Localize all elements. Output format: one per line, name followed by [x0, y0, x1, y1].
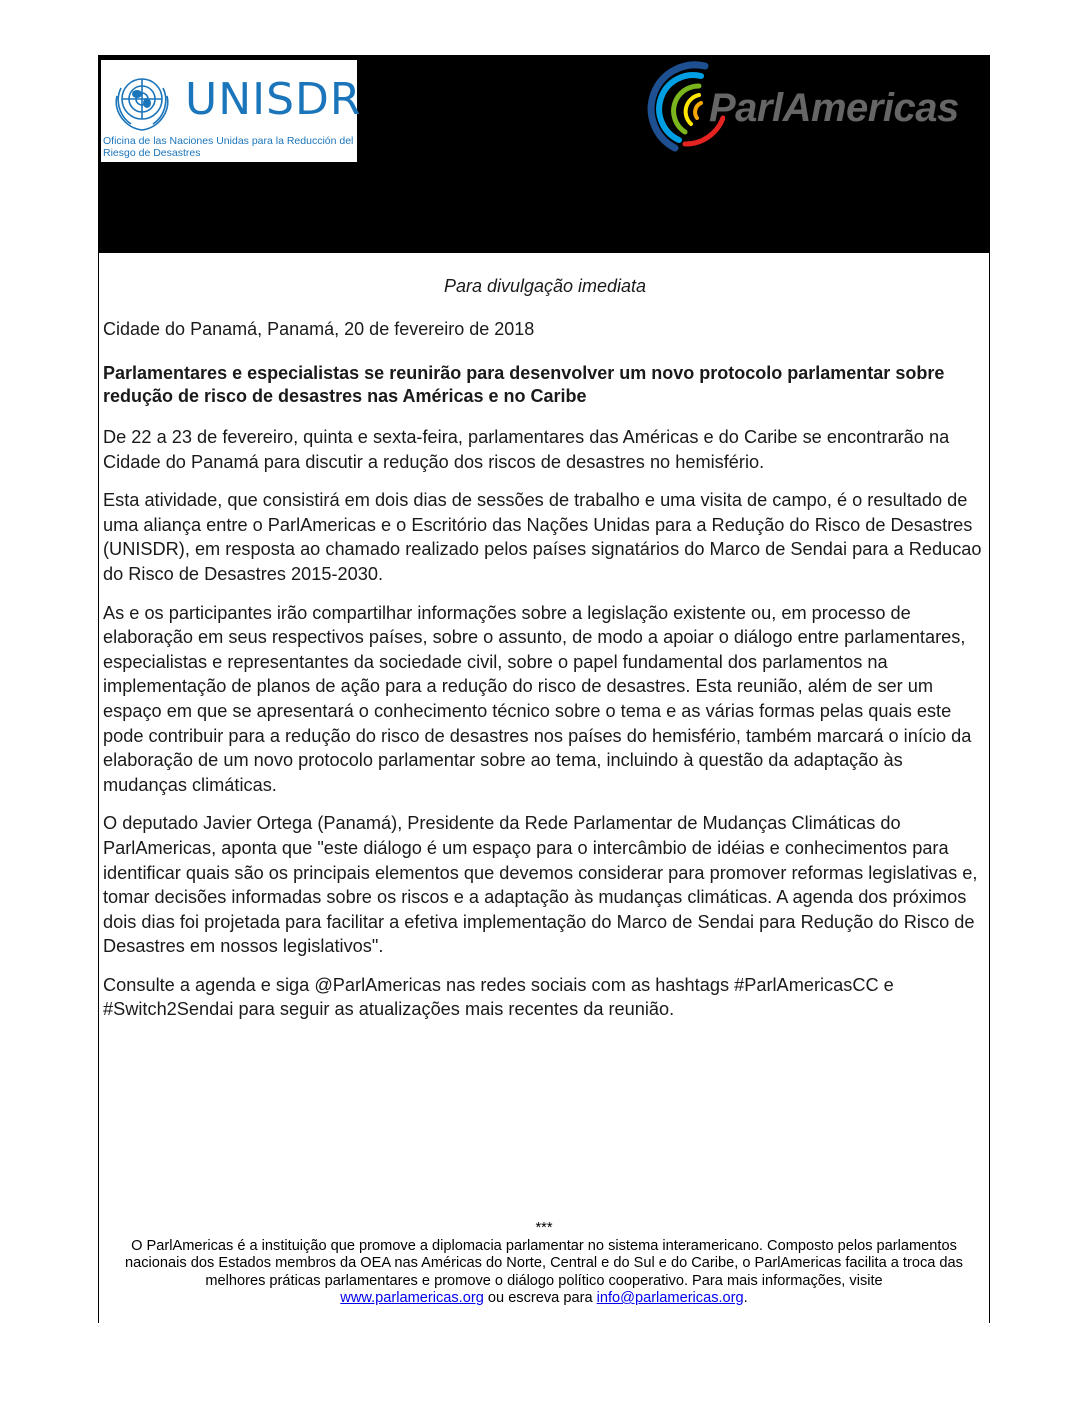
paragraph: As e os participantes irão compartilhar informações sobre a legislação existente ou, em processo de elaboração em seus respectivos países, sobre o assunto, de modo a apoiar o diálogo entre parlamentares, especialistas e representantes da sociedade civil, sobre o papel fundamental dos parlamentos na implementação de planos de ação para a redução do risco de desastres. Esta reunião, além de ser um espaço em que se apresentará o conhecimento técnico sobre o tema e as várias formas pelas quais este pode contribuir para a redução do risco de desastres nos países do hemisfério, também marcará o início da elaboração de um novo protocolo parlamentar sobre ao tema, incluindo à questão da adaptação às mudanças climáticas. [103, 602, 972, 795]
footer-end: . [743, 1290, 748, 1306]
paragraph: Consulte a agenda e siga @ParlAmericas nas redes sociais com as hashtags #ParlAmericasCC e #Switch2Sendai para seguir as atualizações mais recentes da reunião. [103, 974, 894, 1020]
un-emblem-icon [107, 66, 177, 136]
footer-text-block [100, 1238, 988, 1308]
parlamericas-name: ParlAmericas [709, 86, 959, 130]
unisdr-logo [101, 60, 362, 162]
footer [100, 1220, 988, 1308]
parlamericas-logo [645, 58, 985, 158]
email-link[interactable]: info@parlamericas.org [596, 1290, 744, 1306]
dateline: Cidade do Panamá, Panamá, 20 de fevereiro de 2018 [103, 319, 535, 339]
paragraph: Esta atividade, que consistirá em dois dias de sessões de trabalho e uma visita de campo, é o resultado de uma aliança entre o ParlAmericas e o Escritório das Nações Unidas para a Redução do Risco de Desastres (UNISDR), em resposta ao chamado realizado pelos países signatários do Marco de Sendai para a Reducao do Risco de Desastres 2015-2030. [103, 490, 982, 584]
footer-middle-text: ou escreva para [487, 1290, 593, 1306]
headline: Parlamentares e especialistas se reunirão para desenvolver um novo protocolo parlamentar sobre redução de risco de desastres nas Américas e no Caribe [103, 363, 945, 406]
unisdr-subtitle: Oficina de las Naciones Unidas para la Reducción del Riesgo de Desastres [103, 135, 354, 159]
unisdr-name: UNISDR [185, 74, 362, 125]
release-label: Para divulgação imediata [443, 276, 647, 296]
press-release-body [103, 270, 987, 1022]
footer-text: O ParlAmericas é a instituição que promove a diplomacia parlamentar no sistema interamericano. Composto pelos parlamentos nacionais dos Estados membros da OEA nas Américas do Norte, Central e do Sul e do Caribe, o ParlAmericas facilita a troca das melhores práticas parlamentares e promove o diálogo político cooperativo. Para mais informações, visite [125, 1237, 963, 1289]
paragraph: De 22 a 23 de fevereiro, quinta e sexta-feira, parlamentares das Américas e do Caribe se encontrarão na Cidade do Panamá para discutir a redução dos riscos de desastres no hemisfério. [103, 427, 950, 472]
footer-separator: *** [535, 1220, 553, 1236]
paragraph: O deputado Javier Ortega (Panamá), Presidente da Rede Parlamentar de Mudanças Climáticas do ParlAmericas, aponta que "este diálogo é um espaço para o intercâmbio de idéias e conhecimentos para identificar quais são os principais elementos que devemos considerar para promover reformas legislativas e, tomar decisões informadas sobre os riscos e a adaptação às mudanças climáticas. A agenda dos próximos dois dias foi projetada para facilitar a efetiva implementação do Marco de Sendai para Redução do Risco de Desastres em nossos legislativos". [103, 813, 978, 957]
website-link[interactable]: www.parlamericas.org [340, 1290, 484, 1306]
